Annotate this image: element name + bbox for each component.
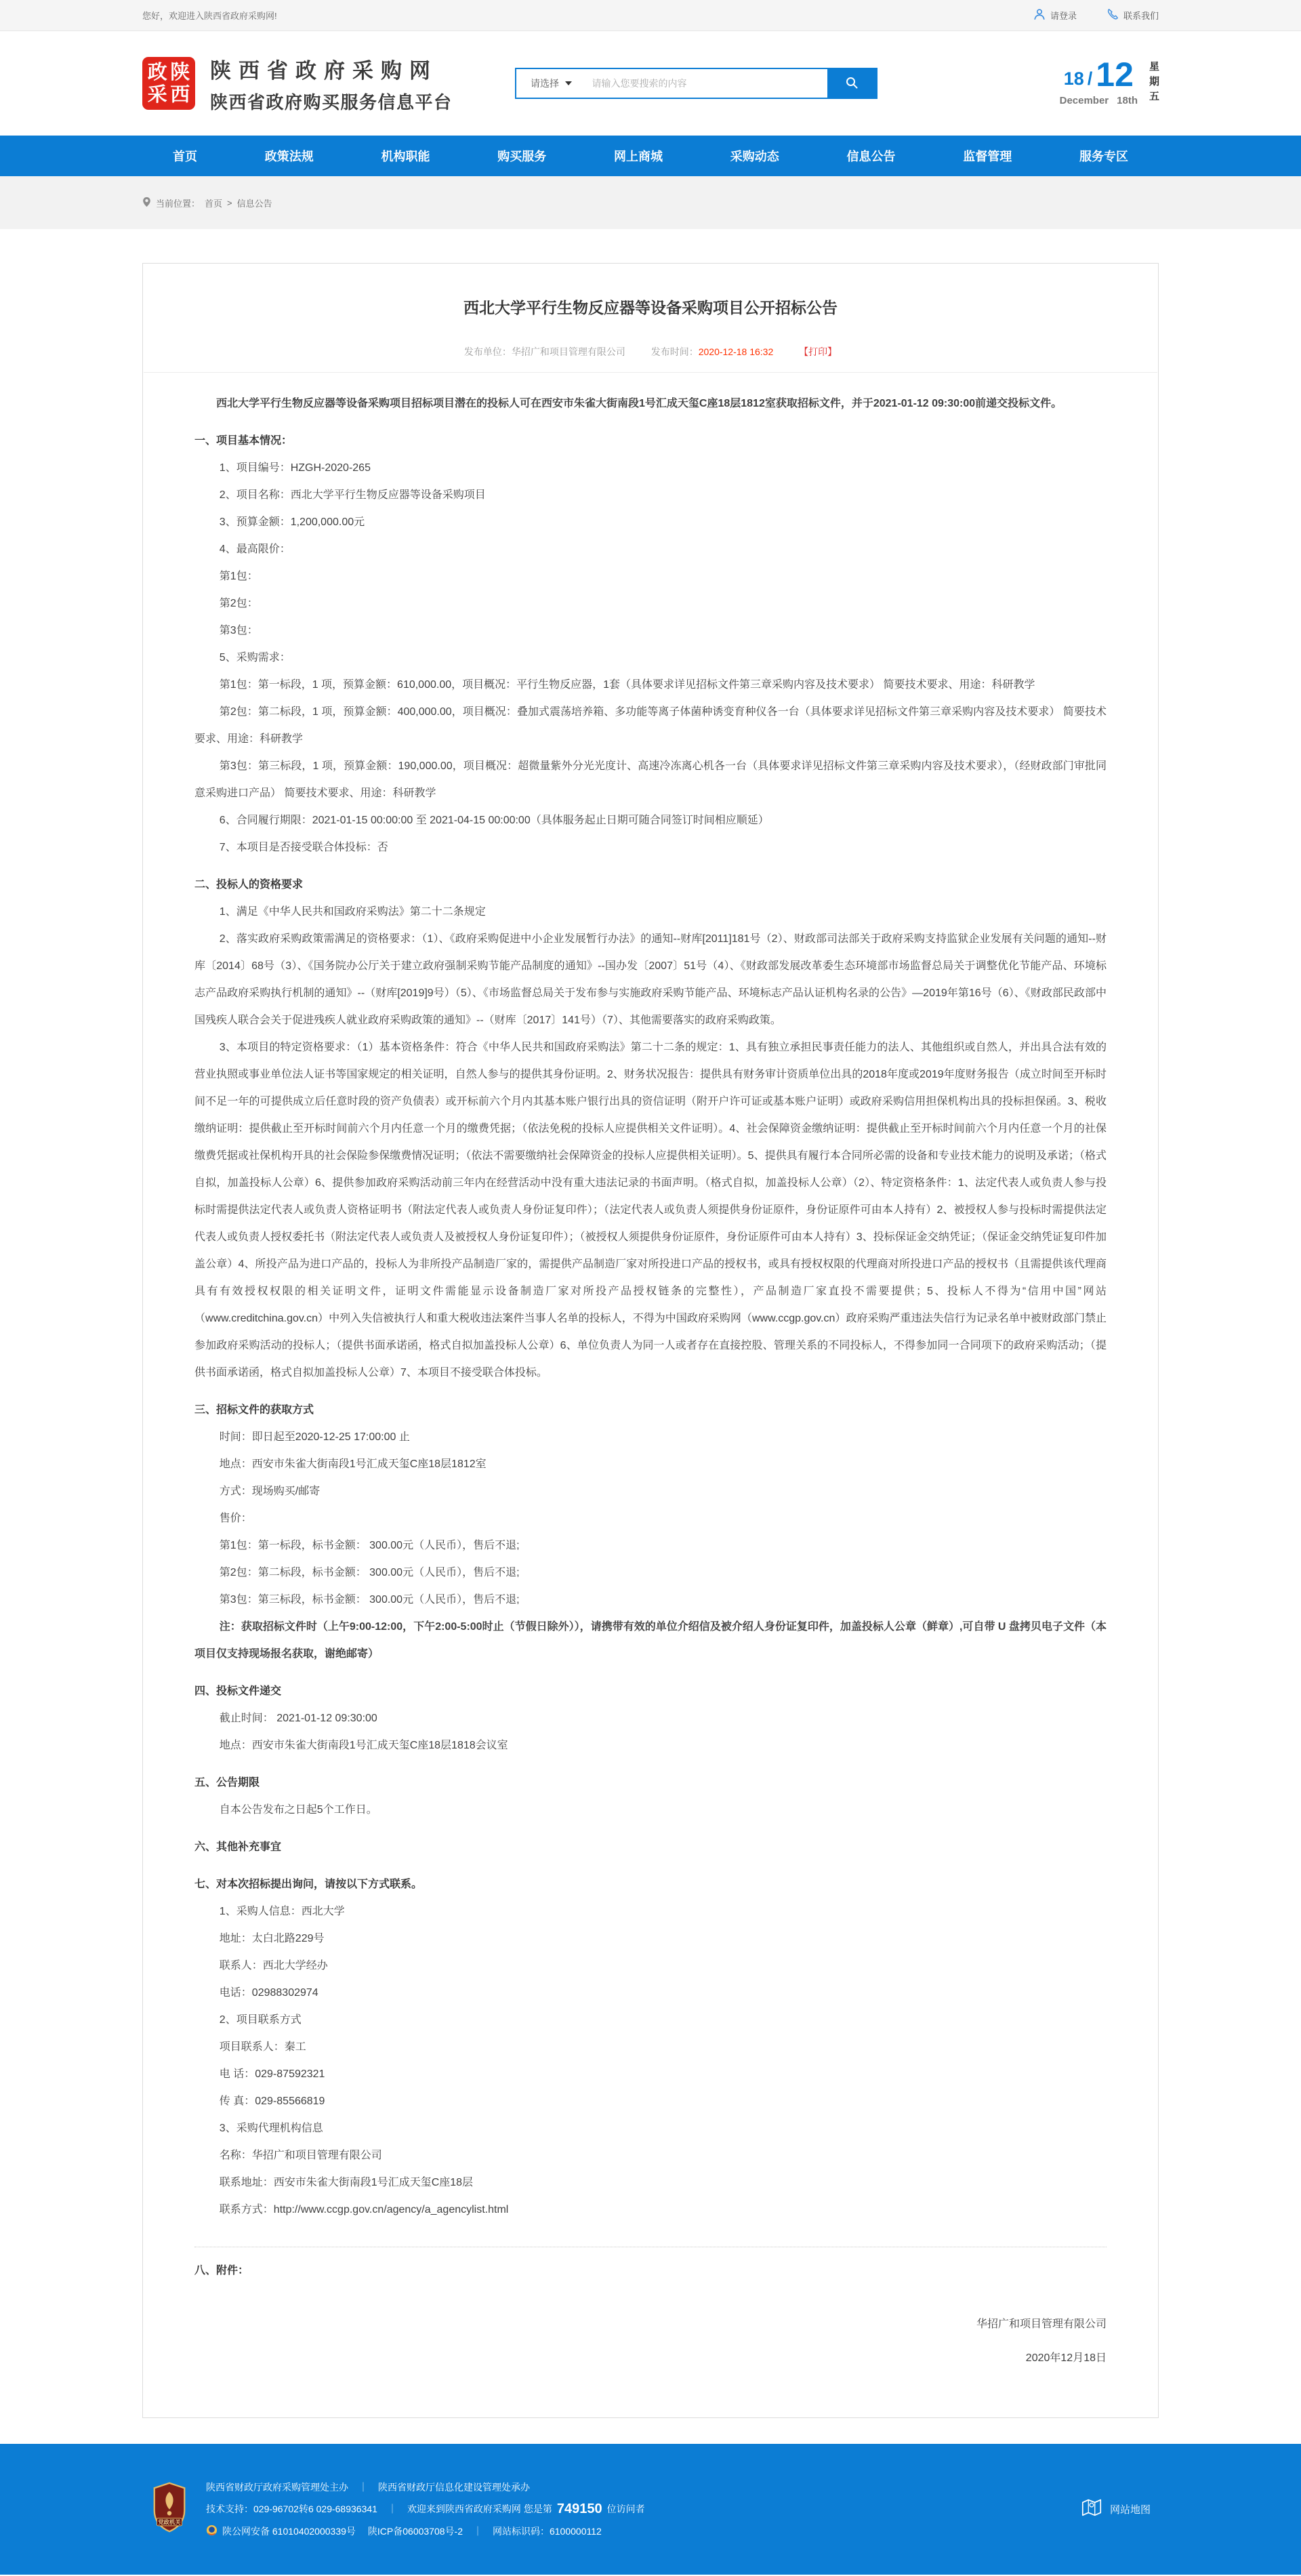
site-name: 陕西省政府采购网: [210, 58, 438, 83]
article-meta: [144, 329, 1157, 373]
article-paragraph: 第3包：第三标段，1 项，预算金额：190,000.00，项目概况：超微量紫外分光光度计、高速冷冻离心机各一台（具体要求详见招标文件第三章采购内容及技术要求），（经财政部门审批同意采购进口产品） 简要技术要求、用途：科研教学: [194, 760, 1107, 799]
breadcrumb-home[interactable]: 首页: [205, 198, 223, 209]
seal-logo-icon: 政 陕 采 西: [142, 57, 195, 110]
nav-item[interactable]: 首页: [173, 150, 197, 163]
top-bar: [0, 0, 1301, 31]
footer-line-support: 技术支持：029-96702转6 029-68936341 ｜ 欢迎来到陕西省政府采购网 您是第 749150 位访问者: [206, 2501, 645, 2516]
nav-item[interactable]: 机构职能: [381, 150, 430, 163]
site-code: 网站标识码：6100000112: [492, 2525, 602, 2537]
sitemap-icon: [1080, 2496, 1103, 2522]
site-subtitle: 陕西省政府购买服务信息平台: [210, 91, 453, 113]
police-registration-link[interactable]: 陕公网安备 61010402000339号: [206, 2524, 356, 2538]
publisher-value: 华招广和项目管理有限公司: [511, 346, 625, 357]
footer-lines: [206, 2473, 645, 2546]
article-paragraph: 四、投标文件递交: [194, 1685, 282, 1697]
publish-time-label: 发布时间：: [650, 346, 699, 357]
footer-visitor-suffix: 位访问者: [606, 2503, 645, 2515]
article-paragraph: 3、预算金额：1,200,000.00元: [219, 516, 365, 528]
sitemap-link[interactable]: 网站地图: [1080, 2496, 1151, 2522]
breadcrumb-separator: >: [227, 197, 232, 208]
contact-link[interactable]: [1107, 8, 1159, 22]
user-icon: [1033, 8, 1046, 22]
article-paragraph: 西北大学平行生物反应器等设备采购项目招标项目潜在的投标人可在西安市朱雀大街南段1号汇成天玺C座18层1812室获取招标文件，并于2021-01-12 09:30:00前递交投标文件。: [216, 397, 1062, 409]
article-paragraph: 3、本项目的特定资格要求：（1）基本资格条件：符合《中华人民共和国政府采购法》第二十二条的规定：1、具有独立承担民事责任能力的法人、其他组织或自然人，并出具合法有效的营业执照或事业单位法人证书等国家规定的相关证明，自然人参与的提供其身份证明。2、财务状况报告：提供具有财务审计资质单位出具的2018年度或2019年度财务报告（成立时间至开标时间不足一年的可提供成立后任意时段的资产负债表）或开标前六个月内其基本账户银行出具的资信证明（附开户许可证或基本账户证明）或政府采购信用担保机构出具的投标担保函。3、税收缴纳证明：提供截止至开标时间前六个月内任意一个月的缴费凭据；（依法免税的投标人应提供相关文件证明）。4、社会保障资金缴纳证明：提供截止至开标时间前六个月内任意一个月的社保缴费凭据或社保机构开具的社会保险参保缴费情况证明；（依法不需要缴纳社会保障资金的投标人应提供相关证明）。5、提供具有履行本合同所必需的设备和专业技术能力的说明及承诺；（格式自拟，加盖投标人公章）6、提供参加政府采购活动前三年内在经营活动中没有重大违法记录的书面声明。（格式自拟，加盖投标人公章）（2）、特定资格条件：1、法定代表人或负责人参与投标时需提供法定代表人或负责人资格证明书（附法定代表人或负责人身份证复印件）；（法定代表人或负责人须提供身份证原件，身份证原件可由本人持有）2、被授权人参与投标时需提供法定代表人或负责人授权委托书（附法定代表人或负责人及被授权人身份证复印件）；（被授权人须提供身份证原件，身份证原件可由本人持有）3、投标保证金交纳凭证；（保证金交纳凭证复印件加盖公章）4、所投产品为进口产品的，投标人为非所投产品制造厂家的，需提供产品制造厂家对所投进口产品的授权书，或具有授权权限的代理商对所投进口产品的授权书（且需提供该代理商具有有效授权权限的相关证明文件，证明文件需能显示设备制造厂家对所投产品授权链条的完整性），产品制造厂家直投不需要提供；5、投标人不得为“信用中国”网站（www.creditchina.gov.cn）中列入失信被执行人和重大税收违法案件当事人名单的投标人，不得为中国政府采购网（www.ccgp.gov.cn）政府采购严重违法失信行为记录名单中被财政部门禁止参加政府采购活动的投标人；（提供书面承诺函，格式自拟加盖投标人公章）6、单位负责人为同一人或者存在直接控股、管理关系的不同投标人，不得参加同一合同项下的政府采购活动；（提供书面承诺函，格式自拟加盖投标人公章）7、本项目不接受联合体投标。: [194, 1041, 1107, 1378]
date-day: 18: [1063, 68, 1084, 89]
article-paragraph: 联系地址：西安市朱雀大街南段1号汇成天玺C座18层: [219, 2176, 474, 2188]
article-paragraph: 七、对本次招标提出询问，请按以下方式联系。: [194, 1878, 423, 1890]
site-footer: [0, 2444, 1301, 2575]
print-button[interactable]: 【打印】: [799, 346, 838, 357]
article-paragraph: 1、项目编号：HZGH-2020-265: [219, 462, 371, 474]
contact-label: 联系我们: [1123, 11, 1159, 21]
page-title: 西北大学平行生物反应器等设备采购项目公开招标公告: [463, 299, 838, 317]
nav-item[interactable]: 购买服务: [497, 150, 547, 163]
article-paragraph: 2、落实政府采购政策需满足的资格要求：（1）、《政府采购促进中小企业发展暂行办法》的通知--财库[2011]181号（2）、财政部司法部关于政府采购支持监狱企业发展有关问题的通知--财库〔2014〕68号（3）、《国务院办公厅关于建立政府强制采购节能产品制度的通知》--国办发〔2007〕51号（4）、《财政部发展改革委生态环境部市场监督总局关于调整优化节能产品、环境标志产品政府采购执行机制的通知》--（财库[2019]9号）（5）、《市场监督总局关于发布参与实施政府采购节能产品、环境标志产品认证机构名录的公告》—2019年第16号（6）、《财政部民政部中国残疾人联合会关于促进残疾人就业政府采购政策的通知》--（财库〔2017〕141号）（7）、其他需要落实的政府采购政策。: [194, 933, 1107, 1026]
article-paragraph: 2、项目名称：西北大学平行生物反应器等设备采购项目: [219, 489, 486, 501]
publish-time-value: 2020-12-18 16:32: [698, 346, 774, 357]
article-paragraph: 第2包：: [219, 597, 258, 609]
article-paragraph: 2、项目联系方式: [219, 2013, 302, 2026]
date-day-ordinal: 18th: [1117, 94, 1138, 106]
article-paragraph: 截止时间： 2021-01-12 09:30:00: [219, 1712, 377, 1724]
article-paragraph: 六、其他补充事宜: [194, 1841, 282, 1853]
footer-line-registration: 陕公网安备 61010402000339号 陕ICP备06003708号-2 ｜ 网站标识码：6100000112: [206, 2524, 645, 2538]
article-body: [143, 373, 1158, 2285]
main-nav: [0, 136, 1301, 176]
article-paragraph: 五、公告期限: [194, 1776, 260, 1788]
publisher-label: 发布单位：: [463, 346, 512, 357]
svg-text:党政机关: 党政机关: [158, 2518, 181, 2526]
article-paragraph: 售价：: [219, 1512, 252, 1524]
site-names: [210, 54, 453, 114]
article-paragraph: 地点：西安市朱雀大街南段1号汇成天玺C座18层1812室: [219, 1458, 487, 1470]
article-paragraph: 4、最高限价：: [219, 543, 291, 555]
nav-item[interactable]: 服务专区: [1079, 150, 1128, 163]
article-paragraph: 1、采购人信息：西北大学: [219, 1905, 345, 1917]
signature-date: 2020年12月18日: [1025, 2352, 1107, 2364]
article-paragraph: 自本公告发布之日起5个工作日。: [219, 1803, 377, 1816]
footer-undertake: 陕西省财政厅信息化建设管理处承办: [378, 2481, 530, 2493]
main-content: [0, 229, 1301, 2418]
signature-block: [143, 2285, 1158, 2375]
icp-link[interactable]: 陕ICP备06003708号-2: [367, 2525, 463, 2537]
article-paragraph: 3、采购代理机构信息: [219, 2122, 323, 2134]
welcome-text: 您好，欢迎进入陕西省政府采购网!: [142, 11, 277, 21]
nav-item[interactable]: 政策法规: [264, 150, 314, 163]
article-paragraph: 联系人：西北大学经办: [219, 1959, 328, 1971]
article-paragraph: 第3包：: [219, 624, 258, 636]
topbar-links: [1033, 8, 1159, 22]
nav-menu: [142, 136, 1159, 176]
article-paragraph: 一、项目基本情况：: [194, 434, 293, 447]
article-paragraph: 地址：太白北路229号: [219, 1932, 325, 1944]
article-paragraph: 第3包：第三标段，标书金额： 300.00元（人民币），售后不退;: [219, 1593, 520, 1606]
article-paragraph: 二、投标人的资格要求: [194, 878, 304, 891]
article-paragraph: 名称：华招广和项目管理有限公司: [219, 2149, 382, 2161]
search-icon: [845, 76, 859, 91]
article-paragraph: 方式：现场购买/邮寄: [219, 1485, 321, 1497]
breadcrumb-prefix: 当前位置：: [156, 198, 201, 209]
nav-item[interactable]: 监督管理: [963, 150, 1012, 163]
search-input[interactable]: [587, 69, 827, 98]
article-paragraph: 第1包：第一标段，标书金额： 300.00元（人民币），售后不退;: [219, 1539, 520, 1551]
search-category-select[interactable]: [516, 69, 587, 98]
search-select-label: 请选择: [531, 78, 560, 89]
nav-item[interactable]: 网上商城: [614, 150, 663, 163]
article-paragraph: 八、附件：: [194, 2264, 249, 2276]
article-paragraph: 第1包：第一标段，1 项，预算金额：610,000.00，项目概况：平行生物反应器，1套（具体要求详见招标文件第三章采购内容及技术要求） 简要技术要求、用途：科研教学: [219, 678, 1035, 691]
site-logo[interactable]: [142, 54, 453, 114]
article-paragraph: 联系方式：http://www.ccgp.gov.cn/agency/a_agencylist.html: [219, 2203, 509, 2215]
article-paragraph: 传 真：029-85566819: [219, 2095, 325, 2107]
date-slash: /: [1087, 68, 1093, 89]
breadcrumb-current[interactable]: 信息公告: [236, 198, 272, 209]
chevron-down-icon: [565, 81, 572, 85]
article-paragraph: 1、满足《中华人民共和国政府采购法》第二十二条规定: [219, 905, 486, 918]
announcement-card: [142, 263, 1159, 2418]
article-paragraph: 第2包：第二标段，标书金额： 300.00元（人民币），售后不退;: [219, 1566, 520, 1578]
login-label: 请登录: [1050, 11, 1077, 21]
gov-badge-icon: [150, 2482, 188, 2537]
article-paragraph: 时间：即日起至2020-12-25 17:00:00 止: [219, 1431, 410, 1443]
login-link[interactable]: [1033, 8, 1077, 22]
article-paragraph: 第2包：第二标段，1 项，预算金额：400,000.00，项目概况：叠加式震荡培养箱、多功能等离子体菌种诱变育种仪各一台（具体要求详见招标文件第三章采购内容及技术要求） 简要技术要求、用途：科研教学: [194, 706, 1107, 745]
date-month: 12: [1096, 56, 1134, 94]
date-widget: [1059, 56, 1159, 106]
police-badge-icon: [206, 2524, 218, 2538]
search-box: [515, 68, 877, 99]
article-paragraph: 5、采购需求：: [219, 651, 291, 663]
footer-line-organizers: 陕西省财政厅政府采购管理处主办 ｜ 陕西省财政厅信息化建设管理处承办: [206, 2481, 530, 2493]
footer-welcome: 欢迎来到陕西省政府采购网 您是第: [407, 2503, 552, 2515]
article-paragraph: 项目联系人：秦工: [219, 2041, 306, 2053]
date-weekday: 星期五: [1148, 61, 1159, 106]
article-paragraph: 电话：02988302974: [219, 1986, 318, 1999]
footer-tech-support: 技术支持：029-96702转6 029-68936341: [206, 2503, 377, 2515]
nav-item[interactable]: 采购动态: [730, 150, 779, 163]
article-paragraph: 三、招标文件的获取方式: [194, 1404, 314, 1416]
article-paragraph: 第1包：: [219, 570, 258, 582]
article-paragraph: 电 话：029-87592321: [219, 2068, 325, 2080]
date-month-en: December: [1059, 94, 1109, 106]
visitor-count: 749150: [556, 2501, 602, 2516]
article-paragraph: 6、合同履行期限：2021-01-15 00:00:00 至 2021-04-15 00:00:00（具体服务起止日期可随合同签订时间相应顺延）: [219, 814, 769, 826]
signature-company: 华招广和项目管理有限公司: [976, 2318, 1107, 2330]
search-button[interactable]: [827, 69, 876, 98]
site-header: [0, 31, 1301, 136]
breadcrumb: [0, 176, 1301, 229]
phone-icon: [1107, 8, 1119, 22]
date-numbers: [1059, 56, 1138, 106]
article-paragraph: 7、本项目是否接受联合体投标：否: [219, 841, 388, 853]
article-paragraph: 注：获取招标文件时（上午9:00-12:00，下午2:00-5:00时止（节假日除外）），请携带有效的单位介绍信及被介绍人身份证复印件，加盖投标人公章（鲜章）,可自带 U 盘拷贝电子文件（本项目仅支持现场报名获取，谢绝邮寄）: [194, 1620, 1107, 1660]
nav-item[interactable]: 信息公告: [846, 150, 896, 163]
article-paragraph: 地点：西安市朱雀大街南段1号汇成天玺C座18层1818会议室: [219, 1739, 508, 1751]
footer-sponsor: 陕西省财政厅政府采购管理处主办: [206, 2481, 348, 2493]
location-pin-icon: [142, 197, 151, 209]
